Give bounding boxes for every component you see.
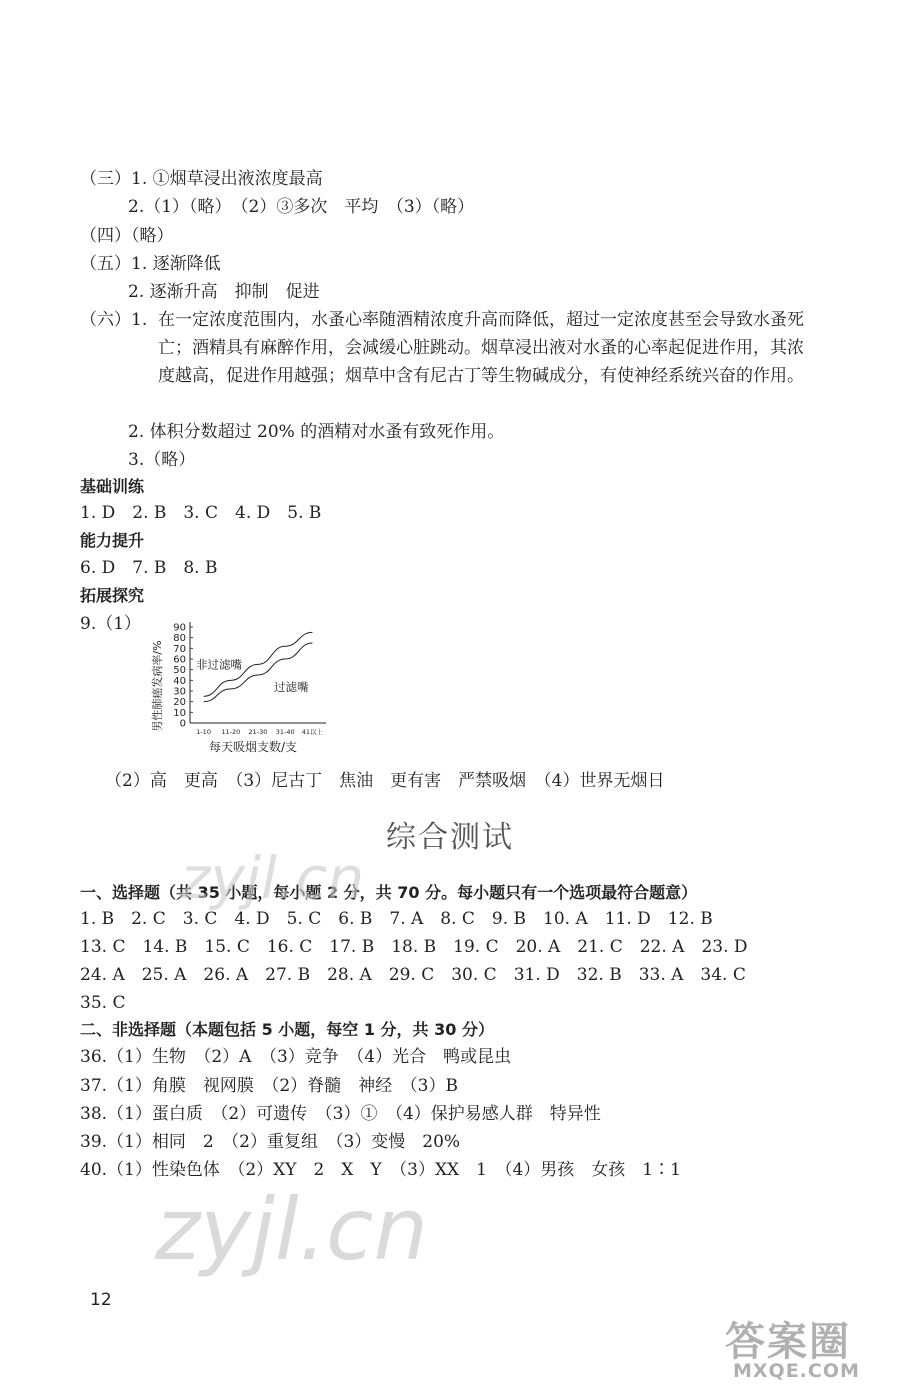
part2-row: 36.（1）生物 （2）A （3）竞争 （4）光合 鸭或昆虫	[80, 1047, 512, 1067]
chart-x-tick-label: 21-30	[248, 728, 268, 736]
part1-row: 24. A 25. A 26. A 27. B 28. A 29. C 30. C 31. D 32. B 33. A 34. C	[80, 965, 746, 985]
stamp-text-top: 答案圈	[725, 1319, 851, 1365]
part2-row: 38.（1）蛋白质 （2）可遗传 （3）① （4）保护易感人群 特异性	[80, 1104, 601, 1124]
part2-row: 37.（1）角膜 视网膜 （2）脊髓 神经 （3）B	[80, 1076, 458, 1096]
chart-series-label: 过滤嘴	[274, 680, 309, 694]
part1-row: 35. C	[80, 993, 126, 1013]
answer-line-3-1: （三）1. ①烟草浸出液浓度最高	[80, 169, 323, 189]
chart-y-tick-label: 20	[173, 697, 186, 709]
answer-line-6-3: 3.（略）	[128, 450, 196, 470]
question-9-label: 9.（1）	[80, 614, 142, 634]
stamp-text-bottom: MXQE.COM	[733, 1360, 860, 1382]
chart-y-tick-label: 0	[179, 718, 186, 730]
chart-y-tick-label: 70	[173, 643, 186, 655]
question-9-answers: （2）高 更高 （3）尼古丁 焦油 更有害 严禁吸烟 （4）世界无烟日	[105, 771, 665, 791]
watermark: zyjl.cn	[180, 844, 365, 912]
chart-x-tick-label: 31-40	[275, 728, 295, 736]
chart-x-axis-label: 每天吸烟支数/支	[208, 740, 298, 754]
page-number: 12	[90, 1290, 112, 1310]
answers-basic: 1. D 2. B 3. C 4. D 5. B	[80, 503, 322, 523]
heading-extension: 拓展探究	[80, 586, 145, 605]
chart-x-tick-label: 41以上	[301, 728, 324, 736]
heading-basic-training: 基础训练	[80, 477, 145, 496]
answers-ability: 6. D 7. B 8. B	[80, 558, 218, 578]
part2-row: 40.（1）性染色体 （2）XY 2 X Y （3）XX 1 （4）男孩 女孩 1∶1	[80, 1160, 681, 1180]
chart-y-tick-label: 30	[173, 686, 186, 698]
chart-y-tick-label: 10	[173, 707, 186, 719]
answer-line-3-2: 2.（1）（略） （2）③多次 平均 （3）（略）	[128, 197, 475, 217]
answer-line-5-2: 2. 逐渐升高 抑制 促进	[128, 282, 320, 302]
part2-heading: 二、非选择题（本题包括 5 小题，每空 1 分，共 30 分）	[80, 1020, 494, 1039]
part1-row: 13. C 14. B 15. C 16. C 17. B 18. B 19. C 20. A 21. C 22. A 23. D	[80, 937, 748, 957]
chart-y-tick-label: 50	[173, 665, 186, 677]
chart-y-tick-label: 60	[173, 654, 186, 666]
chart-y-tick-label: 80	[173, 633, 186, 645]
chart-x-tick-label: 11-20	[221, 728, 241, 736]
answer-line-4: （四）（略）	[80, 226, 174, 246]
chart-y-axis-label: 男性肺癌发病率/%	[151, 640, 164, 732]
part1-row: 1. B 2. C 3. C 4. D 5. C 6. B 7. A 8. C 9. B 10. A 11. D 12. B	[80, 909, 713, 929]
answer-line-6-label: （六）1.	[80, 310, 148, 330]
chart-y-tick-label: 40	[173, 675, 186, 687]
answer-line-5-1: （五）1. 逐渐降低	[80, 254, 221, 274]
chart-x-tick-label: 1-10	[196, 728, 211, 736]
part2-row: 39.（1）相同 2 （2）重复组 （3）变慢 20%	[80, 1132, 461, 1152]
lung-cancer-chart	[148, 612, 348, 760]
answer-line-6-text: 在一定浓度范围内，水蚤心率随酒精浓度升高而降低，超过一定浓度甚至会导致水蚤死亡；酒精具有麻醉作用，会减缓心脏跳动。烟草浸出液对水蚤的心率起促进作用，其浓度越高，促进作用越强；烟草中含有尼古丁等生物碱成分，有使神经系统兴奋的作用。	[158, 310, 804, 386]
heading-ability: 能力提升	[80, 531, 145, 550]
chart-y-tick-label: 90	[173, 622, 186, 634]
answer-line-6-2: 2. 体积分数超过 20% 的酒精对水蚤有致死作用。	[128, 422, 505, 442]
part1-heading: 一、选择题（共 35 小题，每小题 2 分，共 70 分。每小题只有一个选项最符合题意）	[80, 883, 698, 902]
watermark: zyjl.cn	[155, 1180, 428, 1280]
site-stamp	[725, 1310, 895, 1385]
section-title: 综合测试	[386, 820, 514, 855]
chart-series-label: 非过滤嘴	[196, 657, 242, 672]
